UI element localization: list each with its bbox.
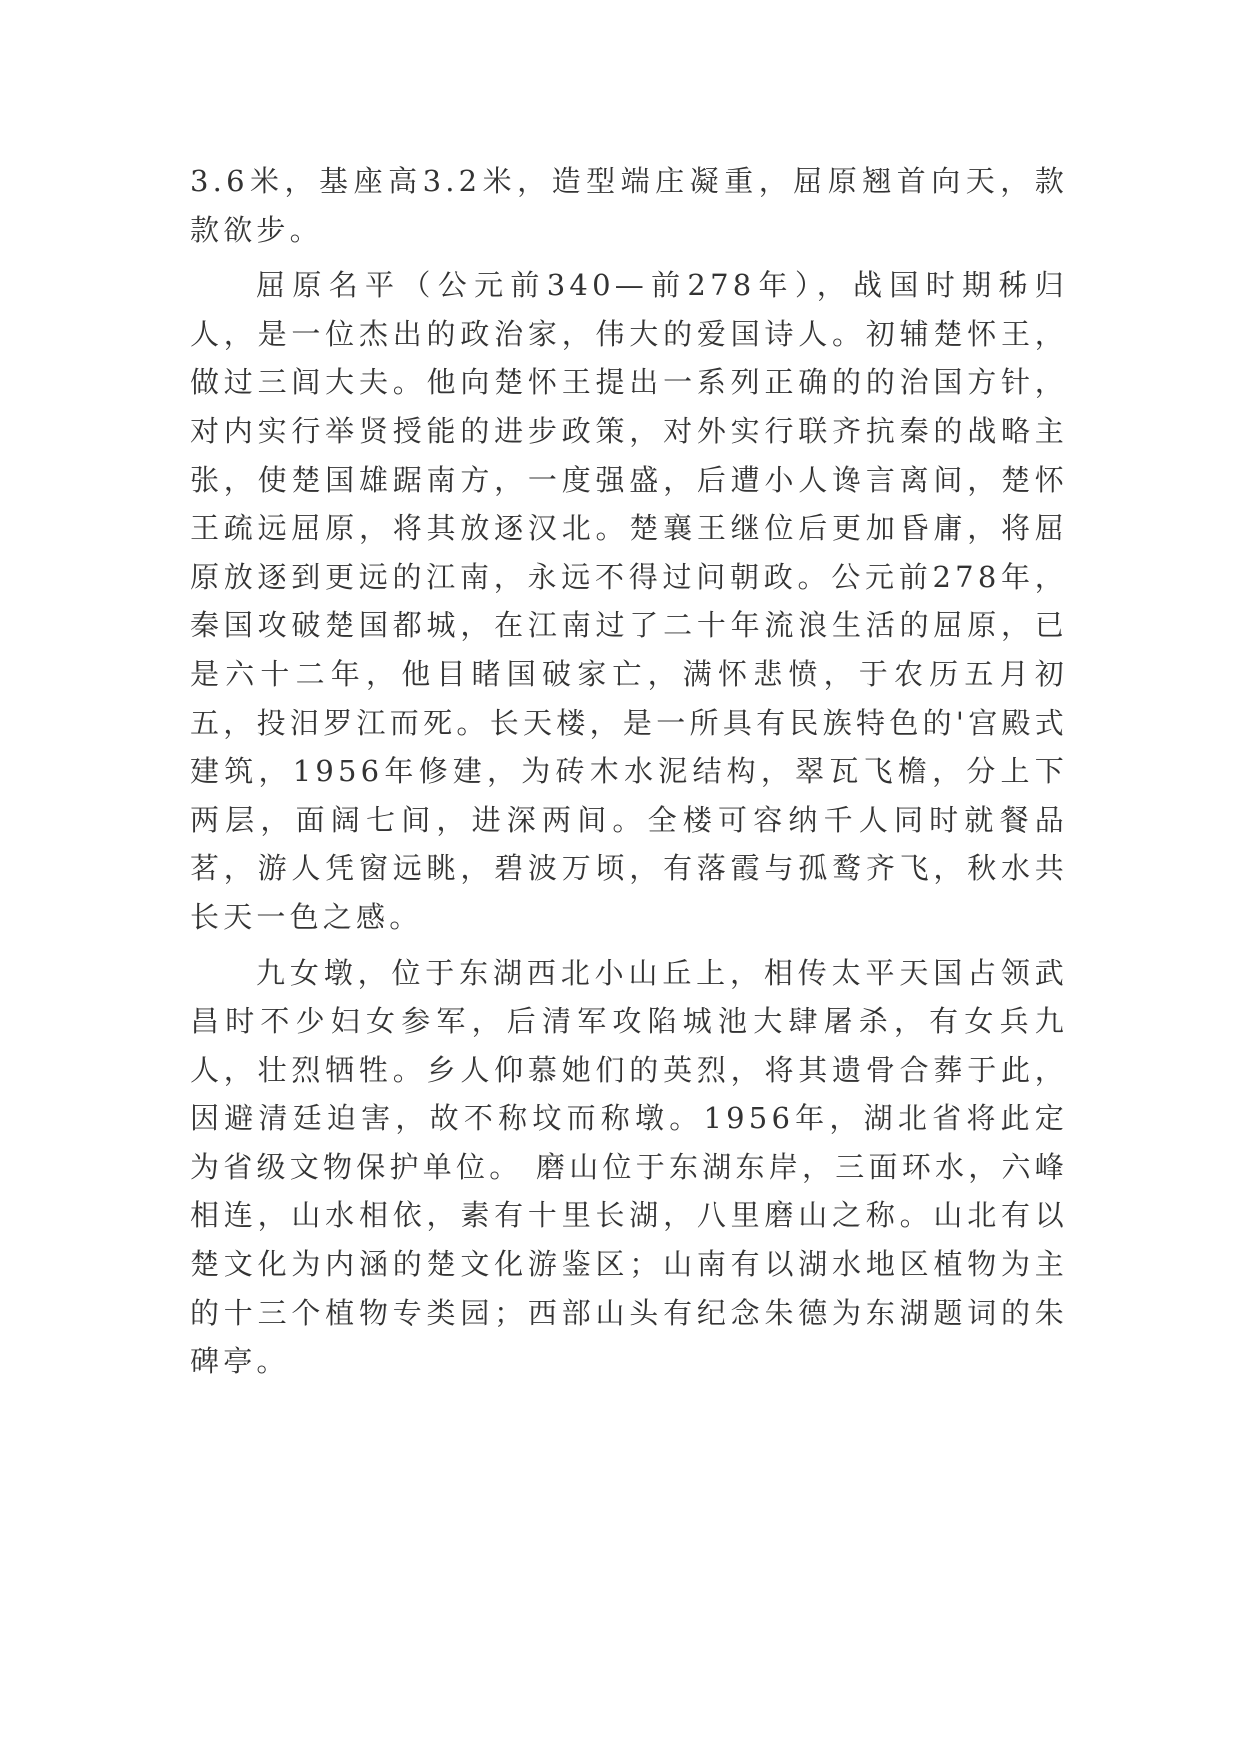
paragraph-continuation: 3.6米，基座高3.2米，造型端庄凝重，屈原翘首向天，款款欲步。 xyxy=(190,164,1068,247)
paragraph-jiunv-dun: 九女墩，位于东湖西北小山丘上，相传太平天国占领武昌时不少妇女参军，后清军攻陷城池大肆屠杀，有女兵九人，壮烈牺牲。乡人仰慕她们的英烈，将其遗骨合葬于此，因避清廷迫害，故不称坟而称墩。1956年，湖北省将此定为省级文物保护单位。 磨山位于东湖东岸，三面环水，六峰相连，山水相依，素有十里长湖，八里磨山之称。山北有以楚文化为内涵的楚文化游鉴区；山南有以湖水地区植物为主的十三个植物专类园；西部山头有纪念朱德为东湖题词的朱碑亭。 xyxy=(190,955,1068,1379)
document-body xyxy=(190,157,1068,1393)
paragraph-qu-yuan: 屈原名平（公元前340—前278年），战国时期秭归人，是一位杰出的政治家，伟大的爱国诗人。初辅楚怀王，做过三闾大夫。他向楚怀王提出一系列正确的的治国方针，对内实行举贤授能的进步政策，对外实行联齐抗秦的战略主张，使楚国雄踞南方，一度强盛，后遭小人谗言离间，楚怀王疏远屈原，将其放逐汉北。楚襄王继位后更加昏庸，将屈原放逐到更远的江南，永远不得过问朝政。公元前278年，秦国攻破楚国都城，在江南过了二十年流浪生活的屈原，已是六十二年，他目睹国破家亡，满怀悲愤，于农历五月初五，投汨罗江而死。长天楼，是一所具有民族特色的'宫殿式建筑，1956年修建，为砖木水泥结构，翠瓦飞檐，分上下两层，面阔七间，进深两间。全楼可容纳千人同时就餐品茗，游人凭窗远眺，碧波万顷，有落霞与孤鹜齐飞，秋水共长天一色之感。 xyxy=(190,268,1068,934)
